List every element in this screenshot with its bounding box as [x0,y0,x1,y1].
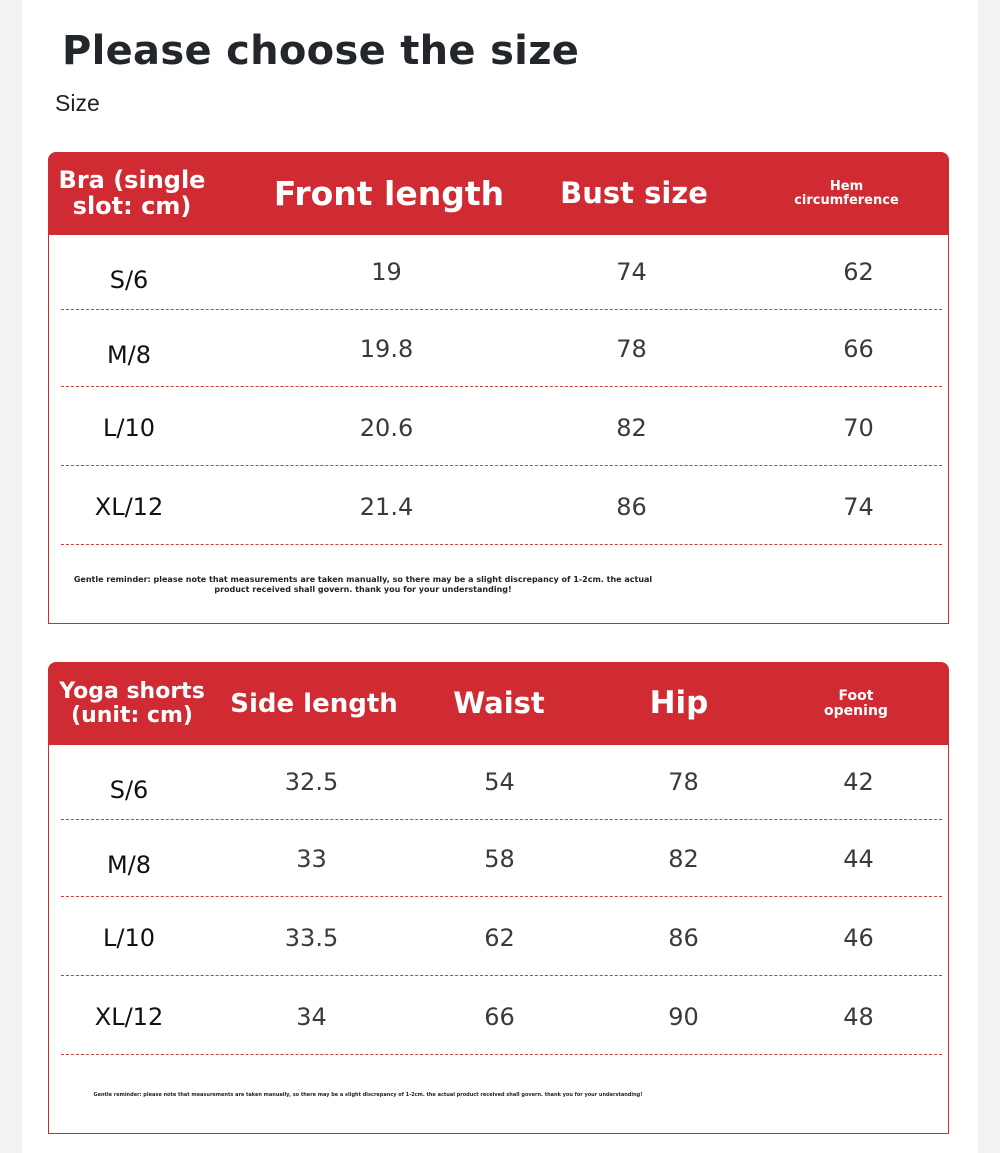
size-label: XL/12 [94,492,164,521]
size-label: L/10 [103,413,155,442]
bra-header-front-length: Front length [273,174,505,214]
size-label: S/6 [109,775,149,804]
bra-table-row [49,310,948,387]
front-length-value: 19 [371,257,402,286]
shorts-table-row [49,820,948,897]
size-label: M/8 [106,850,152,879]
front-length-value: 21.4 [359,492,414,521]
bust-size-value: 74 [616,257,647,286]
shorts-header-hip: Hip [649,685,709,722]
shorts-header-foot-opening: Foot opening [824,687,888,719]
side-length-value: 34 [296,1002,327,1031]
front-length-value: 20.6 [359,413,414,442]
waist-value: 66 [484,1002,515,1031]
hem-value: 74 [843,492,874,521]
hem-value: 62 [843,257,874,286]
shorts-table-row [49,978,948,1055]
side-length-value: 32.5 [284,767,339,796]
foot-opening-value: 46 [843,923,874,952]
bust-size-value: 78 [616,334,647,363]
bust-size-value: 86 [616,492,647,521]
shorts-size-table [48,662,949,1134]
hip-value: 82 [668,844,699,873]
bra-header-hem-circumference: Hem circumference [794,178,899,208]
bra-table-row [49,389,948,466]
shorts-table-header [49,663,948,745]
hip-value: 86 [668,923,699,952]
foot-opening-value: 44 [843,844,874,873]
shorts-table-row [49,743,948,820]
bra-table-header [49,153,948,235]
bust-size-value: 82 [616,413,647,442]
bra-measurement-note: Gentle reminder: please note that measurements are taken manually, so there may be a slight discrepancy of 1-2cm. the actual product received shall govern. thank you for your understanding! [73,575,653,595]
foot-opening-value: 42 [843,767,874,796]
hip-value: 78 [668,767,699,796]
shorts-table-row [49,899,948,976]
hip-value: 90 [668,1002,699,1031]
shorts-header-side-length: Side length [230,688,398,719]
foot-opening-value: 48 [843,1002,874,1031]
page-subtitle: Size [55,90,100,116]
bra-size-table [48,152,949,624]
side-length-value: 33.5 [284,923,339,952]
waist-value: 62 [484,923,515,952]
waist-value: 58 [484,844,515,873]
page-title: Please choose the size [62,28,580,74]
bra-table-row [49,468,948,545]
bra-table-row [49,233,948,310]
bra-header-bust-size: Bust size [560,176,708,211]
shorts-measurement-note: Gentle reminder: please note that measurements are taken manually, so there may be a slight discrepancy of 1-2cm. the actual product received shall govern. thank you for your understanding! [93,1092,643,1098]
size-label: L/10 [103,923,155,952]
bra-header-category: Bra (single slot: cm) [58,166,206,220]
hem-value: 70 [843,413,874,442]
shorts-header-category: Yoga shorts (unit: cm) [59,679,205,728]
side-length-value: 33 [296,844,327,873]
size-label: XL/12 [94,1002,164,1031]
front-length-value: 19.8 [359,334,414,363]
hem-value: 66 [843,334,874,363]
size-label: S/6 [109,265,149,294]
waist-value: 54 [484,767,515,796]
shorts-header-waist: Waist [453,686,545,721]
size-label: M/8 [106,340,152,369]
